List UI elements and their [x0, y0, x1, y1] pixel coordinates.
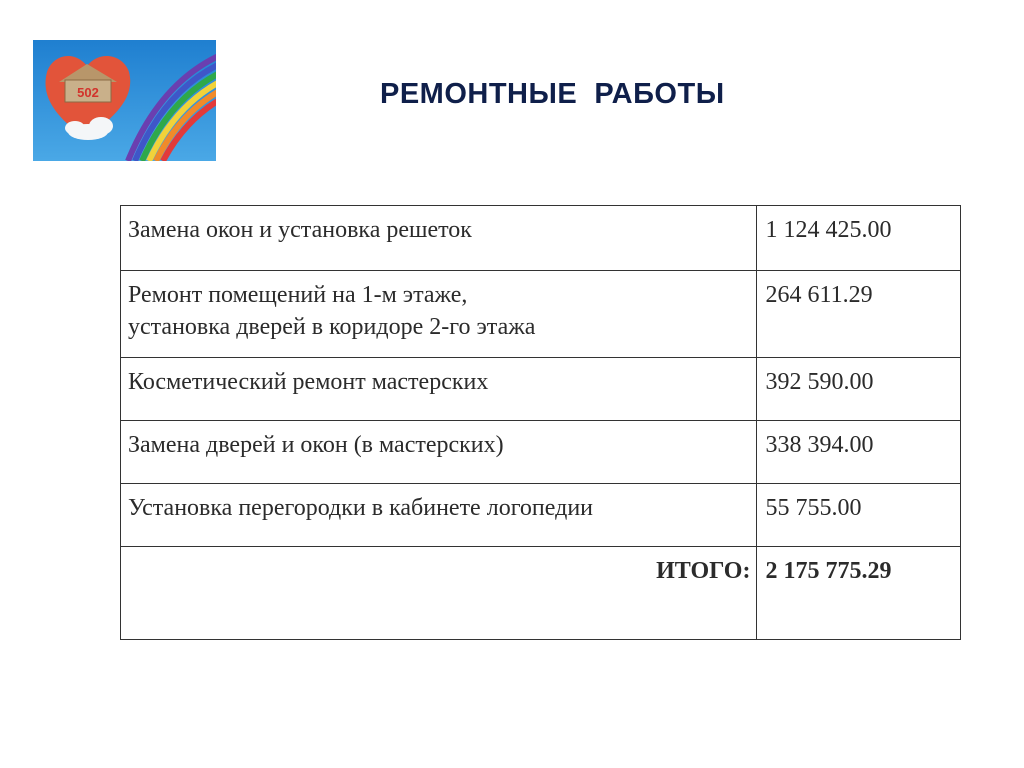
page-title: РЕМОНТНЫЕ РАБОТЫ [380, 78, 725, 110]
logo-image [33, 40, 216, 161]
work-amount: 392 590.00 [757, 358, 961, 421]
total-amount: 2 175 775.29 [757, 547, 961, 640]
repair-works-table [120, 205, 961, 640]
work-description: Замена окон и установка решеток [121, 206, 757, 271]
logo-picture [33, 40, 216, 161]
total-label: ИТОГО: [656, 558, 751, 584]
logo-number: 502 [77, 85, 99, 100]
table-row [121, 271, 961, 358]
work-description: Замена дверей и окон (в мастерских) [121, 421, 757, 484]
work-description: Косметический ремонт мастерских [121, 358, 757, 421]
total-label-cell [121, 547, 757, 640]
work-amount: 264 611.29 [757, 271, 961, 358]
total-row [121, 547, 961, 640]
table-row [121, 206, 961, 271]
work-description: Ремонт помещений на 1-м этаже, установка дверей в коридоре 2-го этажа [121, 271, 757, 358]
table-row [121, 484, 961, 547]
table-row [121, 421, 961, 484]
table-row [121, 358, 961, 421]
work-amount: 55 755.00 [757, 484, 961, 547]
work-description: Установка перегородки в кабинете логопедии [121, 484, 757, 547]
work-amount: 338 394.00 [757, 421, 961, 484]
work-amount: 1 124 425.00 [757, 206, 961, 271]
